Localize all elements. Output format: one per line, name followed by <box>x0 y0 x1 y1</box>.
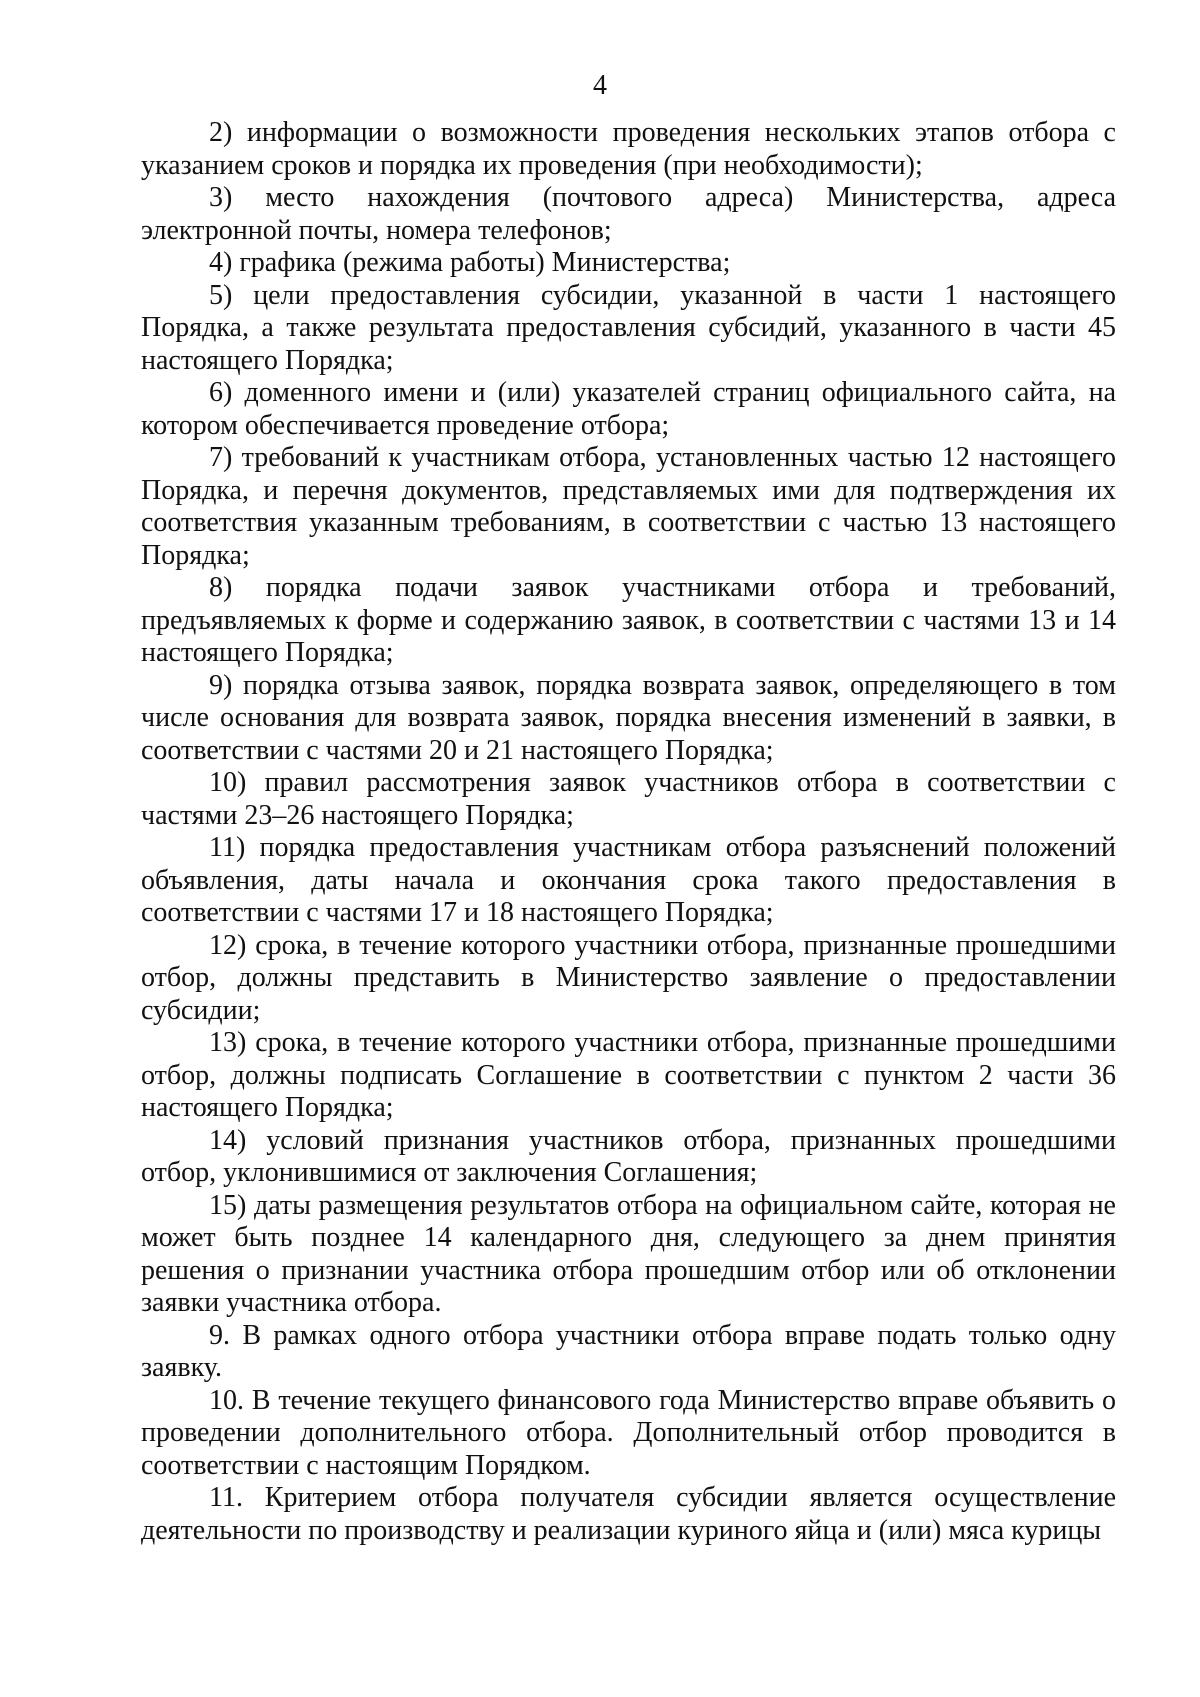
list-item-2: 2) информации о возможности проведения нескольких этапов отбора с указанием сроков и порядка их проведения (при необходимости); <box>141 117 1116 181</box>
list-item-4: 4) графика (режима работы) Министерства; <box>209 247 731 278</box>
list-item-5: 5) цели предоставления субсидии, указанной в части 1 настоящего Порядка, а также результата предоставления субсидий, указанного в части 45 настоящего Порядка; <box>141 279 1116 376</box>
list-item-11: 11) порядка предоставления участникам отбора разъяснений положений объявления, даты начала и окончания срока такого предоставления в соответствии с частями 17 и 18 настоящего Порядка; <box>141 832 1116 928</box>
list-item-12: 12) срока, в течение которого участники отбора, признанные прошедшими отбор, должны представить в Министерство заявление о предоставлении субсидии; <box>141 929 1116 1026</box>
list-item-14: 14) условий признания участников отбора, признанных прошедшими отбор, уклонившимися от заключения Соглашения; <box>141 1124 1116 1188</box>
list-item-7: 7) требований к участникам отбора, установленных частью 12 настоящего Порядка, и перечня документов, представляемых ими для подтверждения их соответствия указанным требованиям, в соответствии с частью 13 настоящего Порядка; <box>141 442 1116 571</box>
document-body <box>141 117 1116 1547</box>
section-10-paragraph: 10. В течение текущего финансового года Министерство вправе объявить о проведении дополнительного отбора. Дополнительный отбор проводится в соответствии с настоящим Порядком. <box>141 1384 1116 1481</box>
list-item-9: 9) порядка отзыва заявок, порядка возврата заявок, определяющего в том числе основания для возврата заявок, порядка внесения изменений в заявки, в соответствии с частями 20 и 21 настоящего Порядка; <box>141 669 1116 766</box>
page-number: 4 <box>593 70 607 101</box>
section-11-paragraph: 11. Критерием отбора получателя субсидии является осуществление деятельности по производству и реализации куриного яйца и (или) мяса курицы <box>141 1482 1116 1546</box>
list-item-15: 15) даты размещения результатов отбора на официальном сайте, которая не может быть позднее 14 календарного дня, следующего за днем принятия решения о признании участника отбора прошедшим отбор или об отклонении заявки участника отбора. <box>141 1189 1116 1318</box>
list-item-8: 8) порядка подачи заявок участниками отбора и требований, предъявляемых к форме и содержанию заявок, в соответствии с частями 13 и 14 настоящего Порядка; <box>141 572 1116 668</box>
list-item-10: 10) правил рассмотрения заявок участников отбора в соответствии с частями 23–26 настоящего Порядка; <box>141 767 1116 831</box>
list-item-13: 13) срока, в течение которого участники отбора, признанные прошедшими отбор, должны подписать Соглашение в соответствии с пунктом 2 части 36 настоящего Порядка; <box>141 1027 1116 1123</box>
list-item-6: 6) доменного имени и (или) указателей страниц официального сайта, на котором обеспечивается проведение отбора; <box>141 377 1116 441</box>
list-item-3: 3) место нахождения (почтового адреса) Министерства, адреса электронной почты, номера телефонов; <box>141 182 1116 246</box>
section-9-paragraph: 9. В рамках одного отбора участники отбора вправе подать только одну заявку. <box>141 1319 1116 1383</box>
